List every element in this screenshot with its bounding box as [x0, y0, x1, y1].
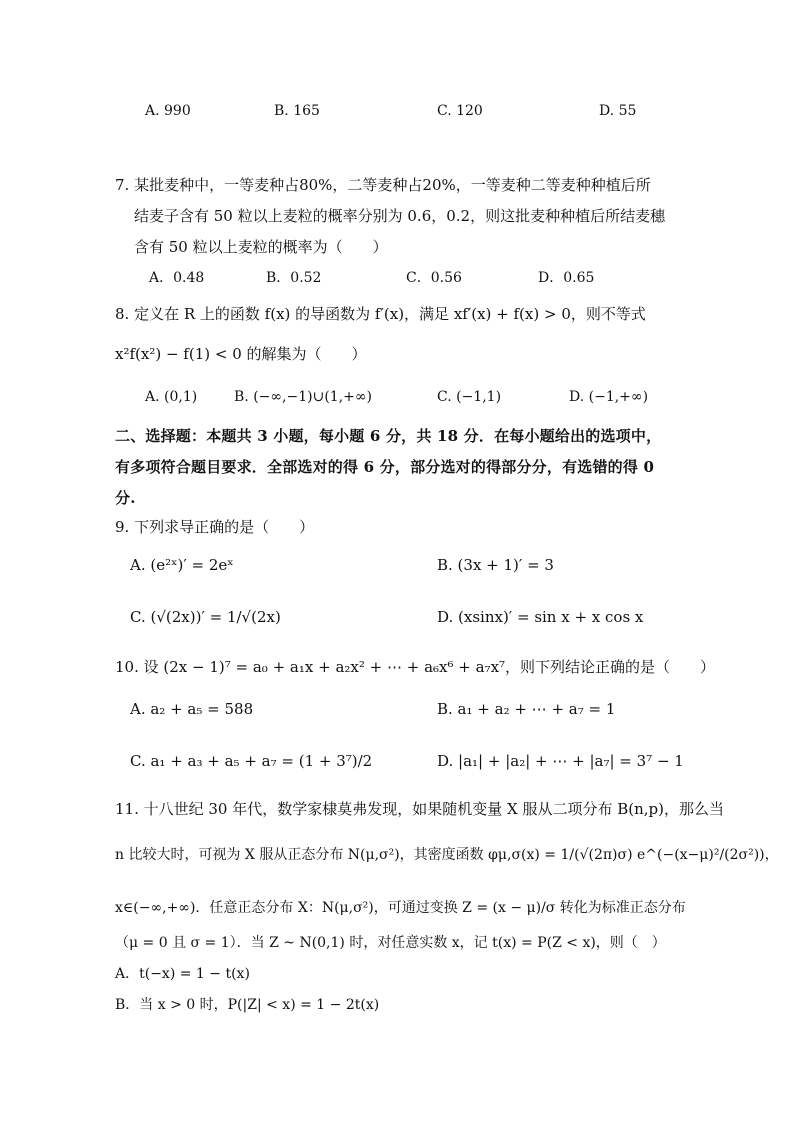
q7-option-d: D．0.65: [538, 270, 595, 286]
q9-option-b: B. (3x + 1)′ = 3: [437, 556, 554, 574]
q7-line-3: 含有 50 粒以上麦粒的概率为（ ）: [134, 238, 388, 256]
q7-option-c: C．0.56: [406, 270, 462, 286]
q8-option-b: B. (−∞,−1)∪(1,+∞): [234, 389, 372, 405]
q11-option-b: B．当 x > 0 时，P(|Z| < x) = 1 − 2t(x): [115, 997, 380, 1013]
q7-option-a: A．0.48: [149, 270, 205, 286]
q8-line-1: 8. 定义在 R 上的函数 f(x) 的导函数为 f′(x)，满足 xf′(x) + f(x) > 0，则不等式: [115, 305, 646, 323]
q11-line-1: 11. 十八世纪 30 年代，数学家棣莫弗发现，如果随机变量 X 服从二项分布 B(n,p)，那么当: [115, 800, 724, 818]
prev-option-c: C. 120: [437, 103, 483, 119]
q8-option-d: D. (−1,+∞): [569, 389, 649, 405]
section-2-heading-line-2: 有多项符合题目要求．全部选对的得 6 分，部分选对的得部分分，有选错的得 0: [115, 458, 655, 476]
q10-option-a: A. a₂ + a₅ = 588: [130, 700, 254, 718]
section-2-heading-line-3: 分.: [115, 489, 136, 507]
q11-line-4: （μ = 0 且 σ = 1）．当 Z ~ N(0,1) 时，对任意实数 x，记 t(x) = P(Z < x)，则（ ）: [115, 935, 666, 951]
q11-option-a: A．t(−x) = 1 − t(x): [115, 966, 250, 982]
section-2-heading-line-1: 二、选择题：本题共 3 小题，每小题 6 分，共 18 分．在每小题给出的选项中，: [115, 427, 662, 445]
q8-option-a: A. (0,1): [145, 389, 198, 405]
q9-option-d: D. (xsinx)′ = sin x + x cos x: [437, 608, 644, 626]
prev-option-a: A. 990: [145, 103, 191, 119]
q9-stem: 9. 下列求导正确的是（ ）: [115, 518, 315, 536]
q10-option-c: C. a₁ + a₃ + a₅ + a₇ = (1 + 3⁷)/2: [130, 752, 373, 770]
q10-option-b: B. a₁ + a₂ + ⋯ + a₇ = 1: [437, 700, 616, 718]
q9-option-a: A. (e²ˣ)′ = 2eˣ: [130, 556, 234, 574]
q8-option-c: C. (−1,1): [437, 389, 502, 405]
q11-line-2: n 比较大时，可视为 X 服从正态分布 N(μ,σ²)，其密度函数 φμ,σ(x) = 1/(√(2π)σ) e^(−(x−μ)²/(2σ²))，: [115, 847, 779, 863]
q7-line-2: 结麦子含有 50 粒以上麦粒的概率分别为 0.6，0.2，则这批麦种种植后所结麦穗: [134, 207, 666, 225]
q8-line-2: x²f(x²) − f(1) < 0 的解集为（ ）: [115, 345, 367, 363]
prev-option-d: D. 55: [599, 103, 637, 119]
q10-stem: 10. 设 (2x − 1)⁷ = a₀ + a₁x + a₂x² + ⋯ + a₆x⁶ + a₇x⁷，则下列结论正确的是（ ）: [115, 658, 716, 676]
q7-option-b: B．0.52: [266, 270, 322, 286]
q11-line-3: x∈(−∞,+∞)．任意正态分布 X：N(μ,σ²)，可通过变换 Z = (x − μ)/σ 转化为标准正态分布: [115, 900, 686, 916]
q7-line-1: 7. 某批麦种中，一等麦种占80%，二等麦种占20%，一等麦种二等麦种种植后所: [115, 176, 651, 194]
prev-option-b: B. 165: [274, 103, 320, 119]
q10-option-d: D. |a₁| + |a₂| + ⋯ + |a₇| = 3⁷ − 1: [437, 752, 684, 770]
q9-option-c: C. (√(2x))′ = 1/√(2x): [130, 608, 281, 626]
